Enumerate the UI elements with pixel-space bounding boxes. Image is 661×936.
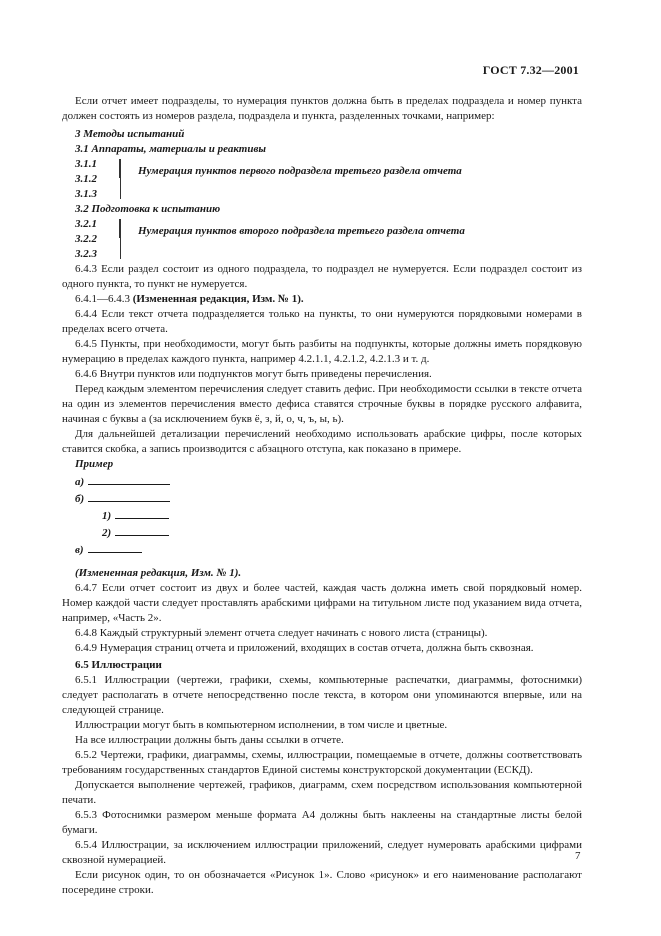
paragraph-6-4-5: 6.4.5 Пункты, при необходимости, могут быть разбиты на подпункты, которые должны иметь порядковую нумерацию в пределах каждого пункта, например 4.2.1.1, 4.2.1.2, 4.2.1.3 и т. д. — [62, 338, 582, 365]
example-heading-subsection-2: 3.2 Подготовка к испытанию — [75, 203, 221, 215]
item-number: 3.1.1 — [75, 158, 97, 170]
paragraph-references: На все иллюстрации должны быть даны ссылки в отчете. — [75, 734, 344, 746]
example-heading-subsection-1: 3.1 Аппараты, материалы и реактивы — [75, 143, 266, 155]
paragraph-6-4-3: 6.4.3 Если раздел состоит из одного подраздела, то подраздел не нумеруется. Если подраздел состоит из одного пункта, то пункт не нумеруется. — [62, 263, 582, 290]
brace-icon — [114, 219, 121, 259]
blank-line — [115, 508, 169, 519]
clause-range: 6.4.1—6.4.3 — [75, 293, 130, 305]
paragraph-6-4-7: 6.4.7 Если отчет состоит из двух и более частей, каждая часть должна иметь свой порядковый номер. Номер каждой части следует проставлять арабскими цифрами на титульном листе под указанием вида отчета, например, «Часть 2». — [62, 582, 582, 624]
item-number: 3.2.3 — [75, 248, 97, 260]
example-label: Пример — [75, 458, 114, 470]
paragraph-6-4-4: 6.4.4 Если текст отчета подразделяется только на пункты, то они нумеруются порядковыми номерами в пределах всего отчета. — [62, 308, 582, 335]
list-letter: а) — [75, 476, 85, 488]
item-number: 3.1.3 — [75, 188, 97, 200]
change-note: (Измененная редакция, Изм. № 1). — [132, 293, 304, 305]
paragraph-6-4-6: 6.4.6 Внутри пунктов или подпунктов могут быть приведены перечисления. — [75, 368, 432, 380]
paragraph-6-5-3: 6.5.3 Фотоснимки размером меньше формата А4 должны быть наклеены на стандартные листы белой бумаги. — [62, 809, 582, 836]
paragraph-intro: Если отчет имеет подразделы, то нумерация пунктов должна быть в пределах подраздела и номер пункта должен состоять из номеров раздела, подраздела и пункта, разделенных точками, например: — [62, 95, 582, 122]
enumeration-example — [62, 474, 582, 557]
page-body — [62, 94, 582, 898]
blank-line — [88, 474, 170, 485]
paragraph-6-4-1-change — [62, 292, 582, 307]
page-number: 7 — [575, 850, 581, 862]
section-heading-6-5: 6.5 Иллюстрации — [75, 659, 162, 671]
list-letter: в) — [75, 544, 84, 556]
paragraph-detail: Для дальнейшей детализации перечислений необходимо использовать арабские цифры, после которых ставится скобка, а запись производится с абзацного отступа, как показано в примере. — [62, 428, 582, 455]
paragraph-dash: Перед каждым элементом перечисления следует ставить дефис. При необходимости ссылки в тексте отчета на один из элементов перечисления вместо дефиса ставятся строчные буквы в порядке русского алфавита, начиная с буквы а (за исключением букв ё, з, й, о, ч, ъ, ы, ь). — [62, 383, 582, 425]
numbering-group-1 — [62, 157, 582, 202]
item-number: 3.2.1 — [75, 218, 97, 230]
paragraph-allowed: Допускается выполнение чертежей, графиков, диаграмм, схем посредством использования компьютерной печати. — [62, 779, 582, 806]
brace-icon — [114, 159, 121, 199]
paragraph-computer: Иллюстрации могут быть в компьютерном исполнении, в том числе и цветные. — [75, 719, 448, 731]
item-number: 3.1.2 — [75, 173, 97, 185]
numbering-note: Нумерация пунктов первого подраздела третьего раздела отчета — [138, 165, 462, 177]
standard-title: ГОСТ 7.32—2001 — [482, 63, 579, 77]
paragraph-6-4-9: 6.4.9 Нумерация страниц отчета и приложений, входящих в состав отчета, должна быть сквозная. — [75, 642, 534, 654]
list-letter: б) — [75, 493, 85, 505]
item-number: 3.2.2 — [75, 233, 97, 245]
list-number: 1) — [102, 510, 112, 522]
paragraph-6-5-4: 6.5.4 Иллюстрации, за исключением иллюстрации приложений, следует нумеровать арабскими цифрами сквозной нумерацией. — [62, 839, 582, 866]
blank-line — [88, 491, 170, 502]
paragraph-6-5-1: 6.5.1 Иллюстрации (чертежи, графики, схемы, компьютерные распечатки, диаграммы, фотоснимки) следует располагать в отчете непосредственно после текста, в котором они упоминаются впервые, или на следующей странице. — [62, 674, 582, 716]
paragraph-6-4-8: 6.4.8 Каждый структурный элемент отчета следует начинать с нового листа (страницы). — [75, 627, 488, 639]
blank-line — [88, 542, 142, 553]
numbering-note: Нумерация пунктов второго подраздела третьего раздела отчета — [138, 225, 465, 237]
paragraph-6-5-2: 6.5.2 Чертежи, графики, диаграммы, схемы, иллюстрации, помещаемые в отчете, должны соответствовать требованиям государственных стандартов Единой системы конструкторской документации (ЕСКД). — [62, 749, 582, 776]
example-heading-section: 3 Методы испытаний — [75, 128, 185, 140]
list-number: 2) — [102, 527, 112, 539]
numbering-group-2 — [62, 217, 582, 262]
change-note: (Измененная редакция, Изм. № 1). — [75, 567, 242, 579]
paragraph-single-figure: Если рисунок один, то он обозначается «Рисунок 1». Слово «рисунок» и его наименование располагают посередине строки. — [62, 869, 582, 896]
blank-line — [115, 525, 169, 536]
